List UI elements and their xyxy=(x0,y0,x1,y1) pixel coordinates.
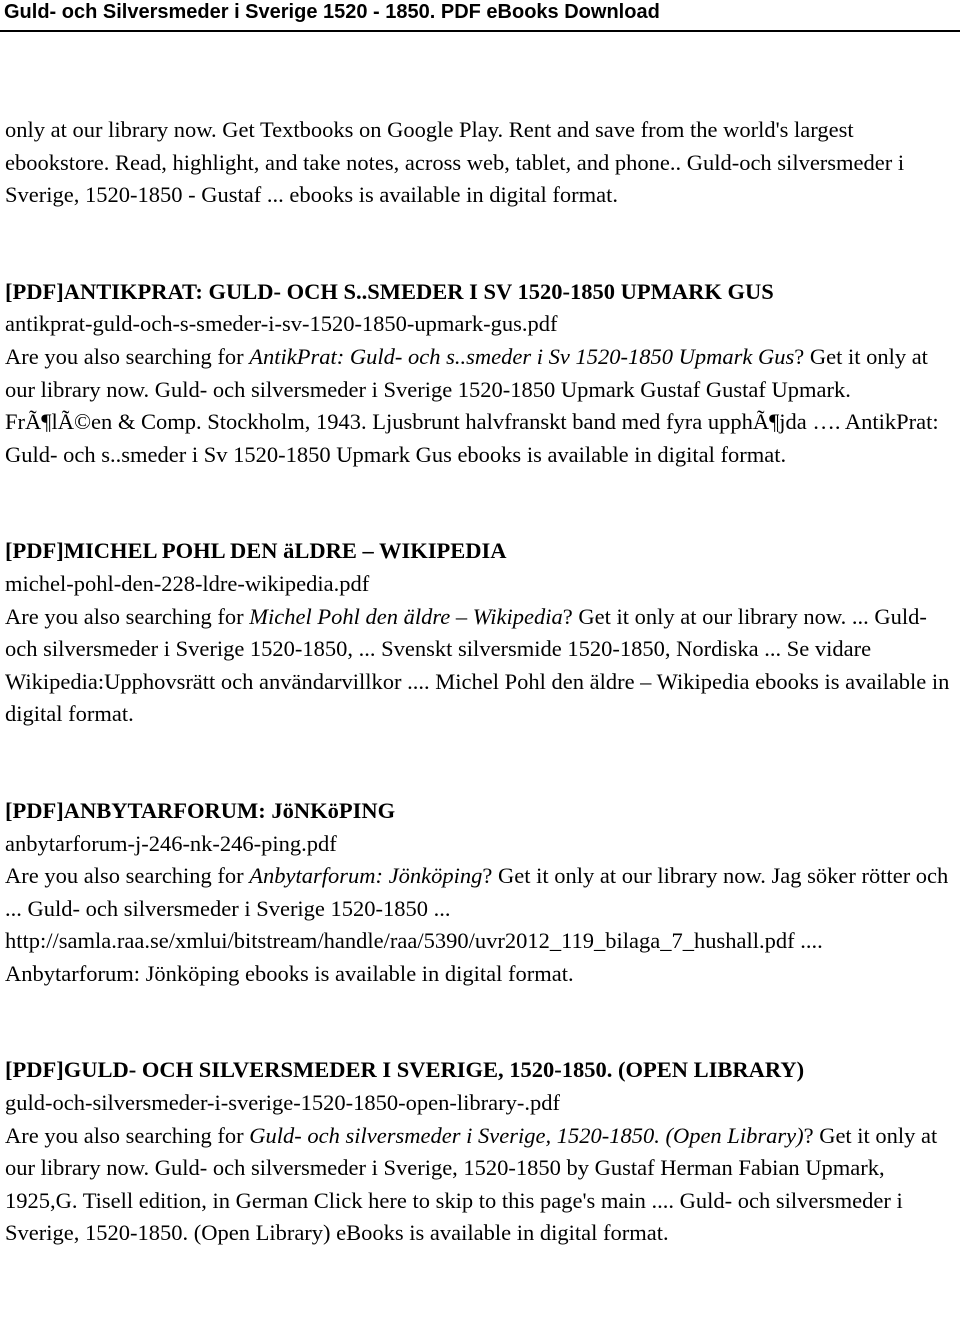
search-query: AntikPrat: Guld- och s..smeder i Sv 1520-1850 Upmark Gus xyxy=(249,343,795,369)
page-title: Guld- och Silversmeder i Sverige 1520 - 1850. PDF eBooks Download xyxy=(4,1,660,23)
result-entry xyxy=(5,276,955,472)
result-description xyxy=(5,1120,955,1250)
description-body: ? Get it only at our library now. Guld- och silversmeder i Sverige, 1520-1850 by Gustaf Herman Fabian Upmark, 1925,G. Tisell edition, in German Click here to skip to this page's main .... Guld- och silversmeder i Sverige, 1520-1850. (Open Library) eBooks is available in digital format. xyxy=(5,1122,938,1246)
result-entry xyxy=(5,795,955,991)
result-description xyxy=(5,601,955,731)
search-query: Michel Pohl den äldre – Wikipedia xyxy=(249,603,563,629)
header-divider xyxy=(0,30,960,32)
page-header xyxy=(0,0,960,24)
result-description xyxy=(5,341,955,471)
result-filename: guld-och-silversmeder-i-sverige-1520-1850-open-library-.pdf xyxy=(5,1090,560,1116)
search-query: Guld- och silversmeder i Sverige, 1520-1850. (Open Library) xyxy=(249,1122,804,1148)
result-title[interactable]: [PDF]GULD- OCH SILVERSMEDER I SVERIGE, 1520-1850. (OPEN LIBRARY) xyxy=(5,1057,805,1083)
description-prefix: Are you also searching for xyxy=(5,863,250,889)
result-title[interactable]: [PDF]ANBYTARFORUM: JöNKöPING xyxy=(5,797,396,823)
intro-paragraph: only at our library now. Get Textbooks on Google Play. Rent and save from the world's largest ebookstore. Read, highlight, and take notes, across web, tablet, and phone.. Guld-och silversmeder i Sverige, 1520-1850 - Gustaf ... ebooks is available in digital format. xyxy=(5,117,905,208)
result-title[interactable]: [PDF]MICHEL POHL DEN äLDRE – WIKIPEDIA xyxy=(5,538,507,564)
description-body: ? Get it only at our library now. Guld- och silversmeder i Sverige 1520-1850 Upmark Gustaf Gustaf Upmark. FrÃ¶lÃ©en & Comp. Stockholm, 1943. Ljusbrunt halvfranskt band med fyra upphÃ¶jda …. AntikPrat: Guld- och s..smeder i Sv 1520-1850 Upmark Gus ebooks is available in digital format. xyxy=(5,343,939,467)
description-body: ? Get it only at our library now. ... Guld- och silversmeder i Sverige 1520-1850, ... Svenskt silversmide 1520-1850, Nordiska ... Se vidare Wikipedia:Upphovsrätt och användarvillkor .... Michel Pohl den äldre – Wikipedia ebooks is available in digital format. xyxy=(5,603,950,727)
document-body xyxy=(5,114,955,1250)
result-entry xyxy=(5,535,955,731)
description-prefix: Are you also searching for xyxy=(5,603,250,629)
result-filename: michel-pohl-den-228-ldre-wikipedia.pdf xyxy=(5,570,370,596)
description-prefix: Are you also searching for xyxy=(5,343,250,369)
result-description xyxy=(5,860,955,990)
description-prefix: Are you also searching for xyxy=(5,1122,250,1148)
result-filename: anbytarforum-j-246-nk-246-ping.pdf xyxy=(5,830,337,856)
result-title[interactable]: [PDF]ANTIKPRAT: GULD- OCH S..SMEDER I SV 1520-1850 UPMARK GUS xyxy=(5,278,774,304)
search-query: Anbytarforum: Jönköping xyxy=(249,863,483,889)
result-entry xyxy=(5,1054,955,1250)
result-filename: antikprat-guld-och-s-smeder-i-sv-1520-1850-upmark-gus.pdf xyxy=(5,311,558,337)
description-body: ? Get it only at our library now. Jag söker rötter och ... Guld- och silversmeder i Sverige 1520-1850 ... http://samla.raa.se/xmlui/bitstream/handle/raa/5390/uvr2012_119_bilaga_7_hushall.pdf .... Anbytarforum: Jönköping ebooks is available in digital format. xyxy=(5,863,949,986)
